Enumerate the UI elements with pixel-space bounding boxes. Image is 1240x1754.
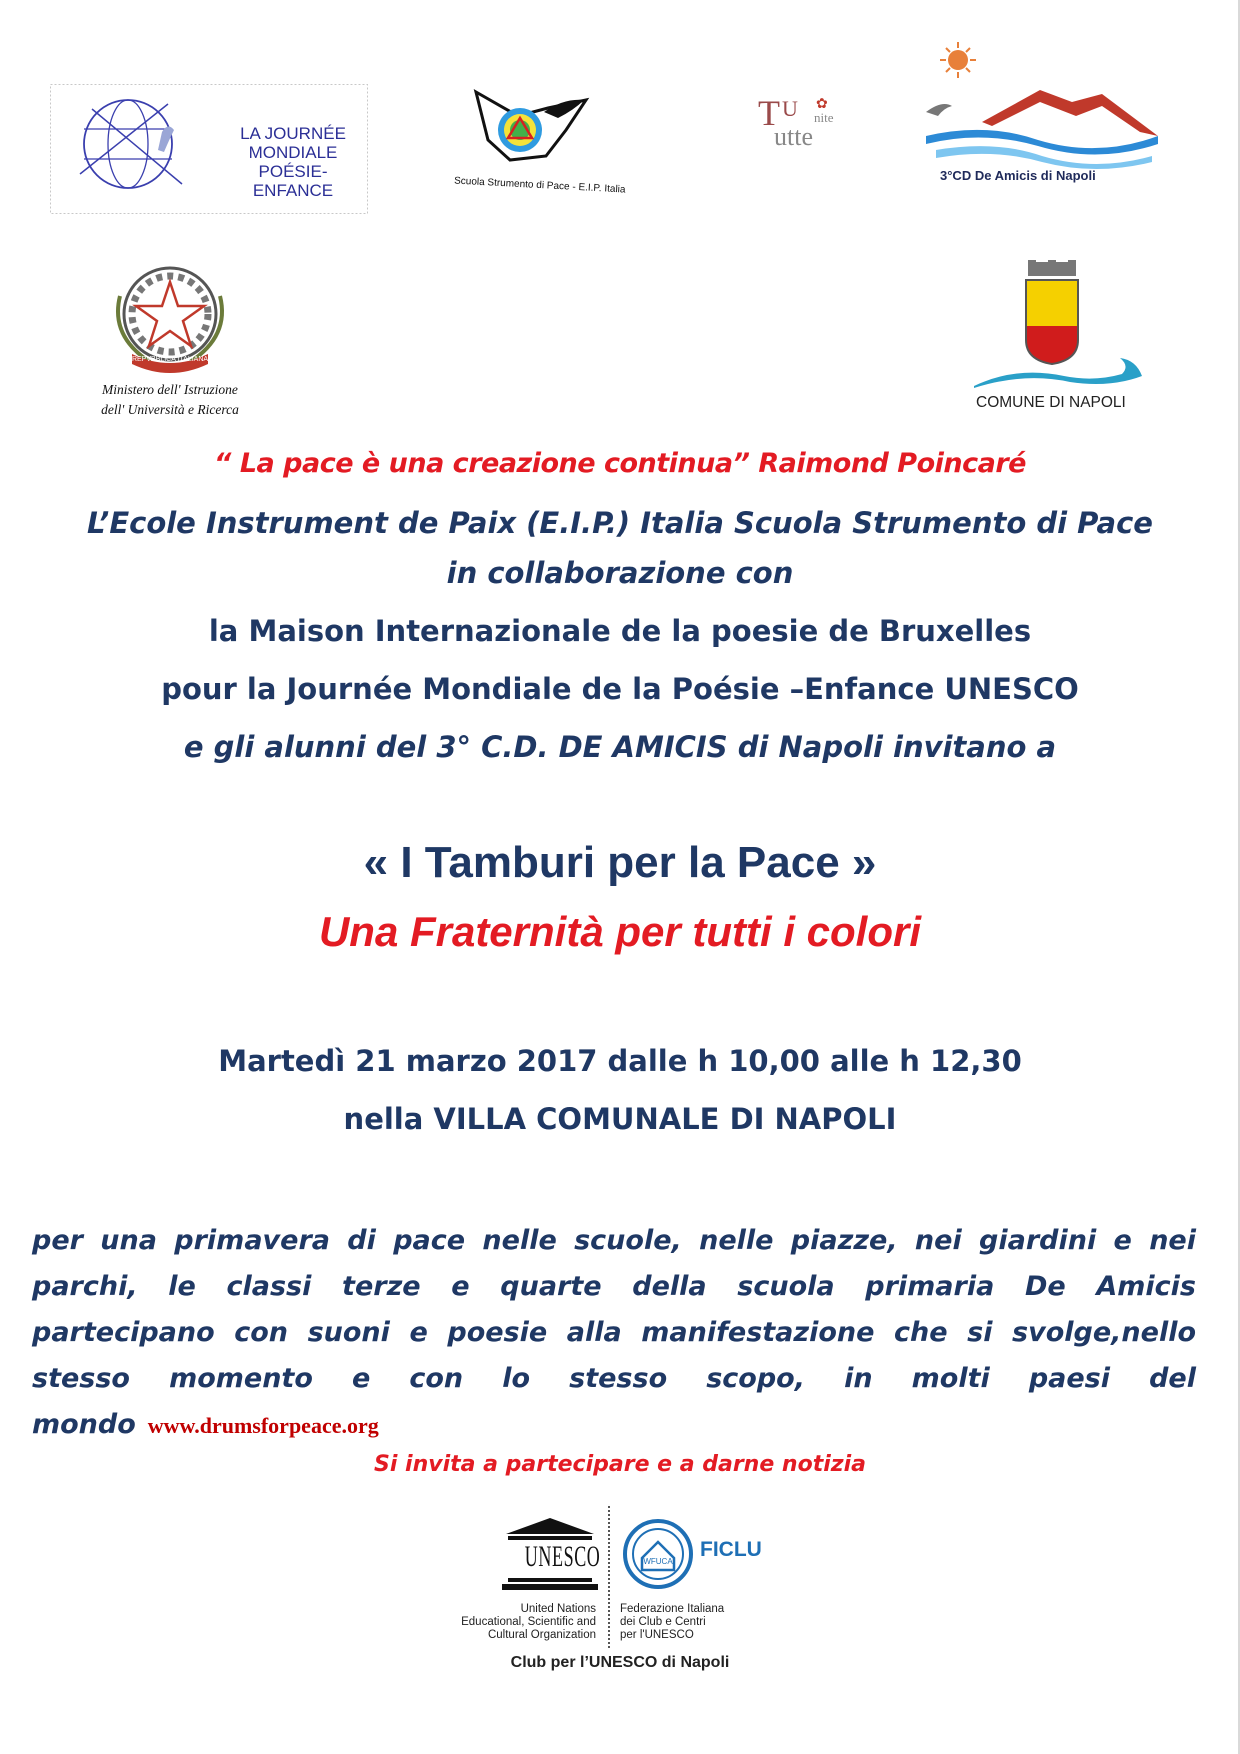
unesco-caption-3: Cultural Organization [487, 1629, 596, 1641]
unesco-caption [440, 1603, 596, 1642]
tutte-utte: utte [774, 122, 813, 151]
unite-tutte-logo [756, 92, 846, 162]
tutte-small-u: U [782, 96, 798, 121]
comune-napoli-logo [968, 260, 1148, 420]
ficlu-caption-2: dei Club e Centri [620, 1616, 706, 1628]
event-place: nella VILLA COMUNALE DI NAPOLI [343, 1102, 897, 1136]
journee-line-3: POÉSIE-ENFANCE [252, 162, 334, 200]
organizer-line: L’Ecole Instrument de Paix (E.I.P.) Italia Scuola Strumento di Pace [87, 506, 1153, 540]
description-paragraph [32, 1218, 1196, 1449]
repubblica-ribbon: REPVBBLICA ITALIANA [131, 356, 209, 363]
event-title: « I Tamburi per la Pace » [363, 838, 877, 887]
ministero-line-2: dell' Università e Ricerca [101, 402, 239, 417]
journee-line: pour la Journée Mondiale de la Poésie –Enfance UNESCO [161, 672, 1079, 706]
description-text: per una primavera di pace nelle scuole, nelle piazze, nei giardini e nei parchi, le classi terze e quarte della scuola primaria De Amicis partecipano con suoni e poesie alla manifestazione che si svolge,nello stesso momento e con lo stesso scopo, in molti paesi del mondo [32, 1225, 1196, 1440]
dove-icon [448, 78, 608, 178]
comune-caption: COMUNE DI NAPOLI [976, 394, 1126, 411]
invitation-line: e gli alunni del 3° C.D. DE AMICIS di Napoli invitano a [183, 730, 1057, 764]
event-subtitle: Una Fraternità per tutti i colori [318, 908, 922, 955]
collaboration-line: in collaborazione con [446, 556, 794, 590]
ficlu-caption-3: per l'UNESCO [620, 1629, 694, 1641]
invite-note: Si invita a partecipare e a darne notizia [374, 1452, 866, 1477]
journee-line-1: LA JOURNÉE [240, 124, 346, 143]
ficlu-caption [620, 1603, 780, 1642]
drumsforpeace-link[interactable]: www.drumsforpeace.org [147, 1413, 379, 1438]
flower-icon: ✿ [816, 97, 828, 112]
ficlu-caption-1: Federazione Italiana [620, 1603, 725, 1615]
eip-dove-logo [448, 78, 626, 198]
journee-line-2: MONDIALE [248, 143, 338, 162]
ministero-line-1: Ministero dell' Istruzione [102, 382, 238, 397]
wfuca-label: WFUCA [643, 1557, 673, 1566]
de-amicis-logo [926, 40, 1158, 200]
tutte-big-t: T [758, 93, 780, 133]
eip-caption: Scuola Strumento di Pace - E.I.P. Italia [453, 175, 626, 196]
napoli-shield-icon [968, 260, 1148, 390]
event-date: Martedì 21 marzo 2017 dalle h 10,00 alle h 12,30 [218, 1044, 1022, 1078]
ministero-logo [72, 256, 268, 422]
maison-line: la Maison Internazionale de la poesie de Bruxelles [208, 614, 1032, 648]
club-unesco-napoli: Club per l’UNESCO di Napoli [510, 1654, 730, 1671]
de-amicis-caption: 3°CD De Amicis di Napoli [940, 168, 1096, 183]
unesco-caption-2: Educational, Scientific and [461, 1616, 596, 1628]
unesco-logo [500, 1516, 600, 1592]
ficlu-label: FICLU [700, 1538, 762, 1561]
wfuca-icon [622, 1518, 694, 1590]
unesco-word: UNESCO [524, 1540, 601, 1573]
poincare-quote: “ La pace è una creazione continua” Raimond Poincaré [214, 448, 1026, 479]
ficlu-logo [622, 1518, 772, 1590]
vesuvius-icon [926, 40, 1158, 180]
journee-mondiale-logo [50, 84, 368, 214]
unesco-caption-1: United Nations [520, 1603, 596, 1615]
footer-divider [608, 1506, 610, 1648]
tutte-nite: nite [814, 110, 834, 125]
